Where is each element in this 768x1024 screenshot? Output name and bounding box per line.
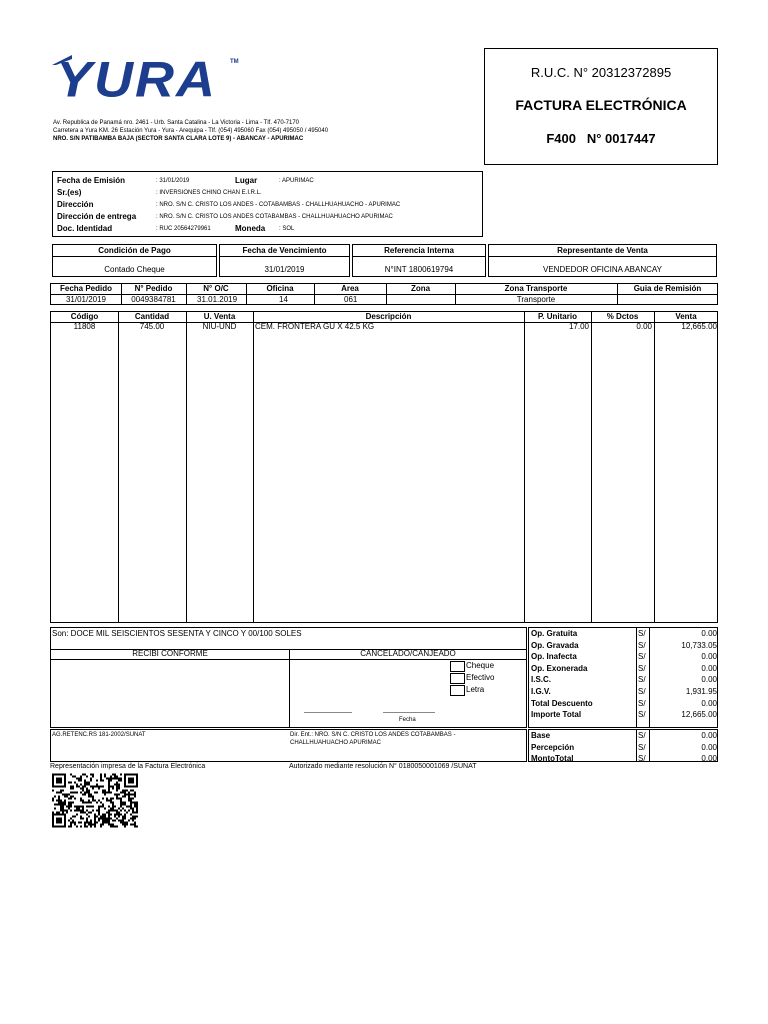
zone-header: Zona: [410, 284, 431, 293]
area-header: Area: [341, 284, 359, 293]
retention-note: AG.RETENC.RS 181-2002/SUNAT: [52, 732, 146, 738]
totals-box: [528, 627, 718, 728]
total-value: 0.00: [701, 731, 717, 740]
total-value: 0.00: [701, 698, 717, 708]
address-line: Av. Republica de Panamá nro. 2461 - Urb. Santa Catalina - La Victoria - Lima - Tlf. 470-7170: [53, 120, 300, 126]
total-label: Op. Exonerada: [531, 663, 588, 673]
company-address: [53, 119, 473, 143]
item-code: 11808: [73, 322, 96, 331]
ruc-number: R.U.C. N° 20312372895: [530, 65, 672, 80]
delivery-address-note-2: CHALLHUAHUACHO APURIMAC: [290, 740, 382, 746]
item-quantity: 745.00: [139, 322, 165, 331]
cancelled-label: CANCELADO/CANJEADO: [360, 649, 456, 658]
total-value: 0.00: [701, 675, 717, 685]
document-type: FACTURA ELECTRÓNICA: [515, 97, 687, 113]
received-label: RECIBI CONFORME: [132, 649, 208, 658]
identity-value: : RUC 20564279961: [156, 226, 211, 232]
cheque-label: Cheque: [466, 661, 495, 670]
client-info-box: [52, 171, 483, 237]
total-currency: S/: [638, 742, 646, 752]
total-value: 0.00: [701, 629, 717, 638]
issue-date-value: : 31/01/2019: [156, 178, 190, 184]
order-number-header: N° Pedido: [134, 284, 173, 293]
payment-condition-header: Condición de Pago: [98, 246, 171, 255]
total-value: 12,665.00: [681, 710, 717, 720]
authorization-note: Autorizado mediante resolución N° 0180050001069 /SUNAT: [289, 763, 477, 770]
delivery-address-value: : NRO. S/N C. CRISTO LOS ANDES COTABAMBAS - CHALLHUAHUACHO APURIMAC: [156, 214, 393, 220]
currency-value: : SOL: [279, 226, 295, 232]
qr-code: [52, 773, 138, 828]
area-value: 061: [344, 295, 358, 304]
address-value: : NRO. S/N C. CRISTO LOS ANDES - COTABAMBAS - CHALLHUAHUACHO - APURIMAC: [156, 202, 401, 208]
transport-zone-value: Transporte: [516, 295, 556, 304]
sale-header: Venta: [675, 312, 697, 321]
sales-rep-value: VENDEDOR OFICINA ABANCAY: [543, 265, 662, 274]
payment-condition-box: [52, 244, 217, 277]
payment-condition-value: Contado Cheque: [104, 265, 165, 274]
total-currency: S/: [638, 652, 646, 662]
cheque-checkbox[interactable]: [450, 661, 465, 672]
date-line: [383, 712, 435, 713]
total-label: I.G.V.: [531, 687, 551, 696]
total-currency: S/: [638, 663, 646, 673]
cash-checkbox[interactable]: [450, 673, 465, 684]
invoice-number: F400 N° 0017447: [546, 131, 656, 146]
total-currency: S/: [638, 640, 646, 650]
internal-reference-header: Referencia Interna: [384, 246, 454, 255]
total-currency: S/: [638, 687, 646, 696]
office-header: Oficina: [266, 284, 294, 293]
total-label: Base: [531, 731, 551, 740]
order-date-value: 31/01/2019: [65, 295, 107, 304]
letter-label: Letra: [466, 685, 485, 694]
letter-checkbox[interactable]: [450, 685, 465, 696]
due-date-value: 31/01/2019: [264, 265, 305, 274]
purchase-order-value: 31.01.2019: [197, 295, 238, 304]
cash-label: Efectivo: [466, 673, 495, 682]
total-currency: S/: [638, 675, 646, 685]
amount-in-words: Son: DOCE MIL SEISCIENTOS SESENTA Y CINCO Y 00/100 SOLES: [52, 629, 302, 638]
total-label: Percepción: [531, 742, 575, 752]
company-logo: [52, 52, 270, 111]
sales-rep-box: [488, 244, 717, 277]
place-value: : APURIMAC: [279, 178, 314, 184]
delivery-address-note: Dir. Ent.: NRO. S/N C. CRISTO LOS ANDES COTABAMBAS -: [290, 732, 456, 738]
total-label: MontoTotal: [531, 754, 574, 764]
unit-price-header: P. Unitario: [538, 312, 577, 321]
code-header: Código: [70, 312, 99, 321]
logo-trademark: TM: [230, 59, 239, 65]
total-value: 0.00: [701, 754, 717, 764]
issue-date-label: Fecha de Emisión: [57, 176, 126, 185]
address-label: Dirección: [57, 200, 94, 209]
unit-header: U. Venta: [203, 312, 236, 321]
ruc-box: [484, 48, 718, 165]
total-currency: S/: [638, 710, 646, 720]
total-currency: S/: [638, 698, 646, 708]
order-info-table: [50, 283, 718, 305]
customer-label: Sr.(es): [57, 188, 82, 197]
total-label: Op. Gratuita: [531, 629, 578, 638]
printed-representation-note: Representación impresa de la Factura Electrónica: [50, 763, 206, 770]
place-label: Lugar: [235, 176, 258, 185]
internal-reference-box: [352, 244, 486, 277]
logo-text: YURA: [56, 52, 218, 108]
total-value: 0.00: [701, 742, 717, 752]
total-label: Op. Gravada: [531, 640, 579, 650]
date-label: Fecha: [399, 717, 416, 723]
item-description: CEM. FRONTERA GU X 42.5 KG: [255, 322, 375, 331]
item-unit-price: 17.00: [568, 322, 589, 331]
total-value: 0.00: [701, 663, 717, 673]
customer-value: : INVERSIONES CHINO CHAN E.I.R.L.: [156, 190, 262, 196]
order-number-value: 0049384781: [131, 295, 176, 304]
order-date-header: Fecha Pedido: [59, 284, 112, 293]
office-value: 14: [279, 295, 288, 304]
sales-rep-header: Representante de Venta: [557, 246, 648, 255]
total-value: 0.00: [701, 652, 717, 662]
perception-box: [528, 729, 718, 762]
total-value: 10,733.05: [681, 640, 717, 650]
total-label: Op. Inafecta: [531, 652, 577, 662]
signature-line: [304, 712, 352, 713]
item-unit: NIU-UND: [202, 322, 237, 331]
currency-label: Moneda: [235, 224, 266, 233]
delivery-address-label: Dirección de entrega: [57, 212, 137, 221]
items-table: [50, 311, 718, 623]
total-currency: S/: [638, 754, 646, 764]
total-currency: S/: [638, 629, 646, 638]
internal-reference-value: N°INT 1800619794: [384, 265, 454, 274]
address-line: Carretera a Yura KM. 26 Estación Yura - Yura - Arequipa - Tlf. (054) 495060 Fax (054) 495050 / 495040: [53, 128, 329, 134]
identity-label: Doc. Identidad: [57, 224, 113, 233]
dispatch-guide-header: Guia de Remisión: [633, 284, 702, 293]
item-discount: 0.00: [636, 322, 652, 331]
total-label: I.S.C.: [531, 675, 552, 685]
total-label: Importe Total: [531, 710, 582, 720]
total-value: 1,931.95: [685, 687, 717, 696]
due-date-box: [219, 244, 350, 277]
footer-notes-box: [50, 729, 527, 762]
purchase-order-header: N° O/C: [203, 284, 229, 293]
discount-header: % Dctos: [606, 312, 639, 321]
quantity-header: Cantidad: [134, 312, 170, 321]
description-header: Descripción: [365, 312, 412, 321]
transport-zone-header: Zona Transporte: [504, 284, 568, 293]
total-label: Total Descuento: [531, 698, 593, 708]
due-date-header: Fecha de Vencimiento: [242, 246, 327, 255]
total-currency: S/: [638, 731, 646, 740]
item-sale: 12,665.00: [681, 322, 717, 331]
branch-line: NRO. S/N PATIBAMBA BAJA (SECTOR SANTA CLARA LOTE 9) - ABANCAY - APURIMAC: [53, 136, 304, 142]
amount-in-words-box: [50, 627, 527, 728]
